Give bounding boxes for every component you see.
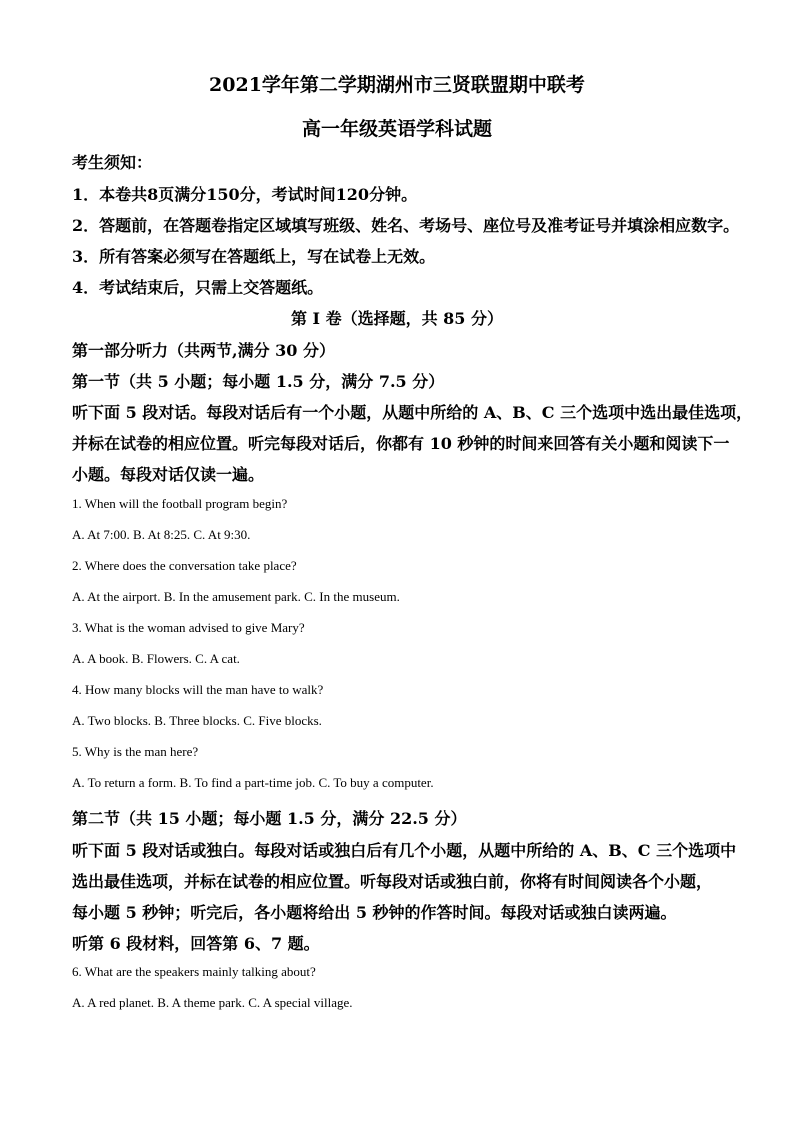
question-6: 6. What are the speakers mainly talking about? <box>72 964 316 979</box>
exam-title: 2021学年第二学期湖州市三贤联盟期中联考 <box>209 74 585 96</box>
section2-title: 第二节（共 15 小题；每小题 1.5 分，满分 22.5 分） <box>72 809 467 828</box>
section1-instruction: 听下面 5 段对话。每段对话后有一个小题，从题中所给的 A、B、C 三个选项中选出最佳选项， <box>72 403 753 422</box>
section2-instruction: 听下面 5 段对话或独白。每段对话或独白后有几个小题，从题中所给的 A、B、C 三个选项中 <box>72 841 737 860</box>
question-2: 2. Where does the conversation take place? <box>72 558 297 573</box>
question-4-options: A. Two blocks. B. Three blocks. C. Five blocks. <box>72 713 322 728</box>
question-5-options: A. To return a form. B. To find a part-time job. C. To buy a computer. <box>72 775 434 790</box>
section2-instruction: 每小题 5 秒钟；听完后，各小题将给出 5 秒钟的作答时间。每段对话或独白读两遍。 <box>72 903 677 922</box>
section1-title: 第一节（共 5 小题；每小题 1.5 分，满分 7.5 分） <box>72 372 445 391</box>
question-2-options: A. At the airport. B. In the amusement park. C. In the museum. <box>72 589 400 604</box>
section2-instruction: 选出最佳选项，并标在试卷的相应位置。听每段对话或独白前，你将有时间阅读各个小题， <box>72 872 713 891</box>
question-4: 4. How many blocks will the man have to walk? <box>72 682 324 697</box>
question-1: 1. When will the football program begin? <box>72 496 288 511</box>
section1-instruction: 并标在试卷的相应位置。听完每段对话后，你都有 10 秒钟的时间来回答有关小题和阅读下一 <box>72 434 730 453</box>
part1-title: 第一部分听力（共两节,满分 30 分） <box>72 341 335 360</box>
question-6-options: A. A red planet. B. A theme park. C. A special village. <box>72 995 353 1010</box>
question-1-options: A. At 7:00. B. At 8:25. C. At 9:30. <box>72 527 251 542</box>
notice-item: 1．本卷共8页满分150分，考试时间120分钟。 <box>72 185 418 204</box>
material-6-heading: 听第 6 段材料，回答第 6、7 题。 <box>72 934 320 953</box>
question-3-options: A. A book. B. Flowers. C. A cat. <box>72 651 240 666</box>
volume-title: 第 I 卷（选择题，共 85 分） <box>290 309 504 328</box>
notice-item: 4．考试结束后，只需上交答题纸。 <box>72 278 324 297</box>
notice-item: 3．所有答案必须写在答题纸上，写在试卷上无效。 <box>72 247 436 266</box>
section1-instruction: 小题。每段对话仅读一遍。 <box>72 465 265 484</box>
question-5: 5. Why is the man here? <box>72 744 199 759</box>
notice-item: 2．答题前，在答题卷指定区域填写班级、姓名、考场号、座位号及准考证号并填涂相应数字。 <box>72 216 740 235</box>
exam-subtitle: 高一年级英语学科试题 <box>301 118 492 140</box>
notice-heading: 考生须知： <box>72 153 153 172</box>
question-3: 3. What is the woman advised to give Mary? <box>72 620 305 635</box>
